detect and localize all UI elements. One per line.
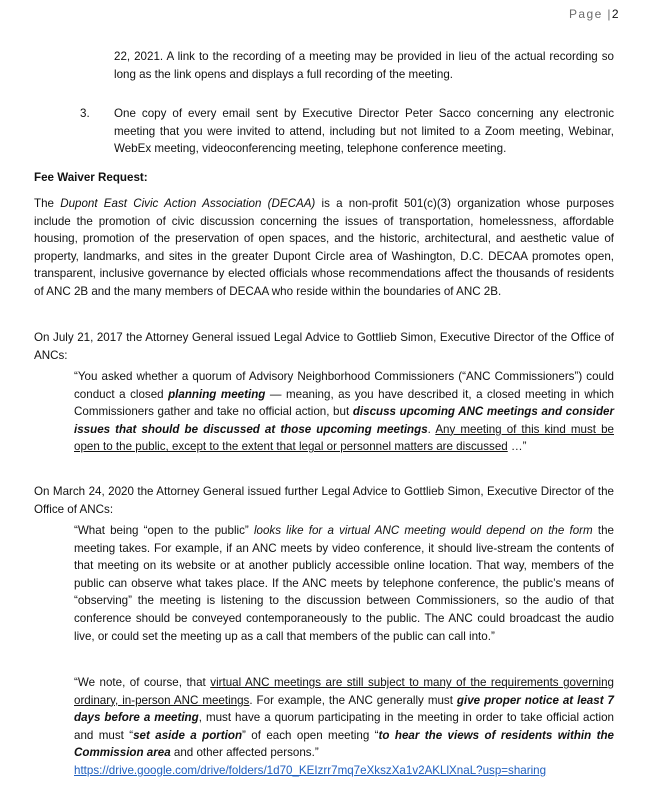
virtual-meetings-underline: virtual ANC meetings are still subject to many of the requirements governing ordinary, in-person ANC meetings <box>74 676 614 707</box>
list-number-3: 3. <box>80 107 90 120</box>
drive-link[interactable]: https://drive.google.com/drive/folders/1d70_KEIzrr7mq7eXkszXa1v2AKLlXnaL?usp=sharing <box>74 763 547 777</box>
proper-notice-emphasis: give proper notice at least 7 days before a meeting <box>74 693 614 725</box>
set-aside-emphasis: set aside a portion <box>133 728 243 742</box>
quote-2020-a: “What being “open to the public” looks like for a virtual ANC meeting would depend on the form the meeting takes. For example, if an ANC meets by video conference, it should live-stream the contents of that meeting on its website or at another publicly accessible online location. That way, members of the public can observe what takes place. If the ANC meets by telephone conference, the public’s means of “observing” the meeting is listening to the discussion between Commissioners, so the audio of that conference should be conveyed contemporaneously to the public. The ANC could broadcast the audio live, or could set the meeting up as a call that members of the public can call into.” <box>74 524 614 643</box>
page-number: 2 <box>611 7 620 21</box>
page-label: Page <box>569 7 603 21</box>
page-header <box>569 6 620 24</box>
item-2-continuation: 22, 2021. A link to the recording of a meeting may be provided in lieu of the actual recording so long as the link opens and displays a full recording of the meeting. <box>114 50 614 81</box>
decaa-paragraph: The Dupont East Civic Action Association (DECAA) is a non-profit 501(c)(3) organization whose purposes include the promotion of civic discussion concerning the issues of transportation, homelessness, affordable housing, promotion of the preservation of open spaces, and the historic, architectural, and aesthetic value of property, landmarks, and sites in the greater Dupont Circle area of Washington, D.C. DECAA promotes open, transparent, inclusive governance by elected officials whose recommendations affect the thousands of residents of ANC 2B and the many members of DECAA who reside within the boundaries of ANC 2B. <box>34 197 614 298</box>
quote-2017: “You asked whether a quorum of Advisory Neighborhood Commissioners (“ANC Commissioners”) could conduct a closed planning meeting — meaning, as you have described it, a closed meeting in which Commissioners gather and take no official action, but discuss upcoming ANC meetings and consider issues that should be discussed at those upcoming meetings. Any meeting of this kind must be open to the public, except to the extent that legal or personnel matters are discussed …” <box>74 370 614 454</box>
organization-name: Dupont East Civic Action Association (DECAA) <box>60 197 316 210</box>
advice-2020-intro: On March 24, 2020 the Attorney General issued further Legal Advice to Gottlieb Simon, Executive Director of the Office of ANCs: <box>34 485 614 516</box>
advice-2017-intro: On July 21, 2017 the Attorney General issued Legal Advice to Gottlieb Simon, Executive Director of the Office of ANCs: <box>34 331 614 362</box>
virtual-meeting-emphasis: looks like for a virtual ANC meeting would depend on the form <box>253 524 593 537</box>
item-3-text: One copy of every email sent by Executive Director Peter Sacco concerning any electronic meeting that you were invited to attend, including but not limited to a Zoom meeting, Webinar, WebEx meeting, videoconferencing meeting, telephone conference meeting. <box>114 107 614 156</box>
planning-meeting-emphasis: planning meeting <box>168 387 266 401</box>
open-to-public-underline: Any meeting of this kind must be open to the public, except to the extent that legal or personnel matters are discussed <box>74 422 614 454</box>
discuss-upcoming-emphasis: discuss upcoming ANC meetings and consider issues that should be discussed at those upcoming meetings <box>74 405 614 436</box>
page-separator: | <box>607 7 612 21</box>
quote-2020-b: “We note, of course, that virtual ANC meetings are still subject to many of the requirements governing ordinary, in-person ANC meetings. For example, the ANC generally must give proper notice at least 7 days before a meeting, must have a quorum participating in the meeting in order to take official action and must “set aside a portion” of each open meeting “to hear the views of residents within the Commission area and other affected persons.” https://drive.google.com/drive/folders/1d70_KEIzrr7mq7eXkszXa1v2AKLlXnaL?usp=sharing <box>74 676 615 777</box>
hear-views-emphasis: to hear the views of residents within the Commission area <box>74 728 615 760</box>
fee-waiver-heading: Fee Waiver Request: <box>34 171 148 184</box>
